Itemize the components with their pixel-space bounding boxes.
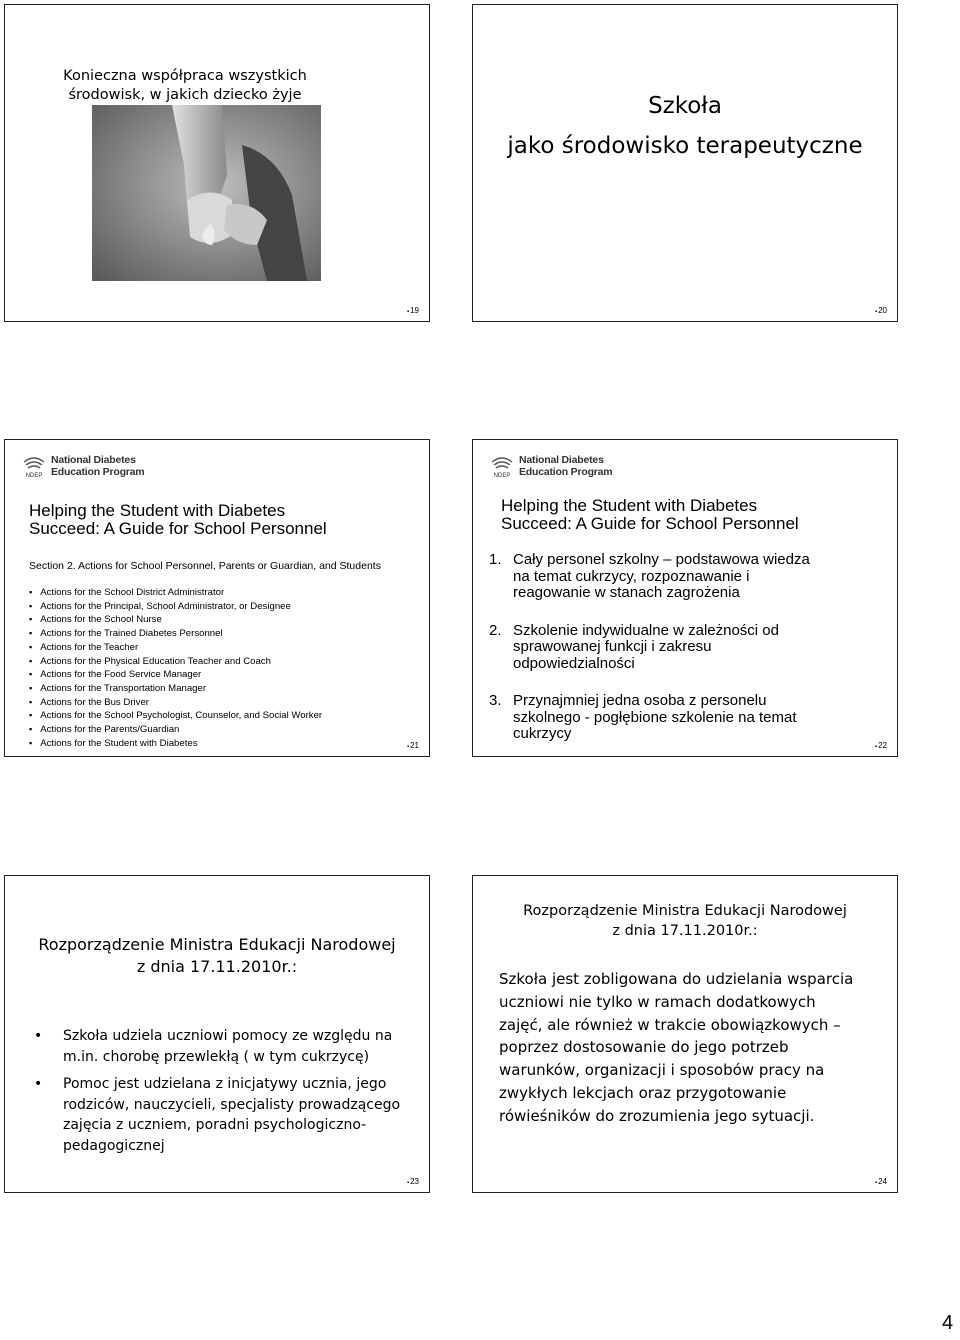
slide-title: Szkoła [648, 93, 722, 119]
list-item: ▪ Actions for the Physical Education Teacher and Coach [29, 655, 322, 669]
slide-body [499, 968, 879, 1128]
slide-number: ▪ 22 [875, 741, 887, 750]
slide-21 [4, 439, 430, 757]
body-line: Szkoła jest zobligowana do udzielania wsparcia [499, 970, 854, 988]
slide-subtitle: jako środowisko terapeutyczne [507, 133, 863, 159]
list-item: ▪ Actions for the Principal, School Administrator, or Designee [29, 600, 322, 614]
points-list [489, 552, 889, 757]
item-line: na temat cukrzycy, rozpoznawanie i [513, 567, 750, 585]
slide-23 [4, 875, 430, 1193]
logo-line: National Diabetes [519, 454, 604, 466]
logo-line: Education Program [51, 466, 145, 478]
item-line: • Pomoc jest udzielana z inicjatywy ucznia, jego [63, 1076, 387, 1092]
section-heading: Section 2. Actions for School Personnel, Parents or Guardian, and Students [29, 560, 381, 572]
ndep-logo-text [51, 454, 144, 478]
item-line: szkolnego - pogłębione szkolenie na temat [513, 708, 797, 726]
item-number: 2. [489, 621, 502, 639]
item-line: Cały personel szkolny – podstawowa wiedza [513, 551, 810, 568]
slide-number: ▪ 19 [407, 306, 419, 315]
list-item: ▪ Actions for the School Nurse [29, 613, 322, 627]
list-item: ▪ Actions for the Student with Diabetes [29, 737, 322, 751]
slide-20 [472, 4, 898, 322]
title-line: Helping the Student with Diabetes [29, 501, 286, 520]
item-line: cukrzycy [513, 725, 572, 742]
actions-list [29, 586, 322, 750]
list-item: ▪ Actions for the Food Service Manager [29, 668, 322, 682]
heading-line: z dnia 17.11.2010r.: [612, 923, 758, 939]
list-item: ▪ Actions for the Teacher [29, 641, 322, 655]
list-item: ▪ Actions for the Trained Diabetes Personnel [29, 627, 322, 641]
heading-line: Rozporządzenie Ministra Edukacji Narodowej [38, 935, 396, 954]
list-item: ▪ Actions for the Transportation Manager [29, 682, 322, 696]
body-line: poprzez dostosowanie do jego potrzeb [499, 1038, 789, 1057]
slide-24 [472, 875, 898, 1193]
list-item [489, 623, 889, 673]
body-line: zajęć, ale również w trakcie obowiązkowych – [499, 1015, 841, 1034]
item-line: sprawowanej funkcji i zakresu [513, 638, 712, 655]
list-item [489, 693, 889, 743]
ndep-logo-text [519, 454, 612, 478]
body-line: rówieśników do zrozumienia jego sytuacji. [499, 1106, 815, 1125]
heading-line: Rozporządzenie Ministra Edukacji Narodowej [523, 903, 847, 919]
item-line: m.in. chorobę przewlekłą ( w tym cukrzycę) [63, 1048, 370, 1065]
item-line: zajęcia z uczniem, poradni psychologiczno- [63, 1117, 367, 1133]
item-line: pedagogicznej [63, 1137, 165, 1154]
list-item: ▪ Actions for the Parents/Guardian [29, 723, 322, 737]
hands-photo [92, 105, 321, 281]
heading-line: z dnia 17.11.2010r.: [136, 957, 298, 976]
body-line: uczniowi nie tylko w ramach dodatkowych [499, 992, 816, 1011]
guide-title [501, 497, 799, 533]
ndep-mark-icon [21, 452, 47, 478]
title-line: Succeed: A Guide for School Personnel [29, 519, 327, 538]
logo-line: National Diabetes [51, 454, 136, 466]
item-line: Szkolenie indywidualne w zależności od [513, 621, 779, 639]
slide-title [35, 67, 335, 105]
slide-number: ▪ 23 [407, 1177, 419, 1186]
ndep-mark-text: NDEP [25, 473, 43, 478]
item-line: rodziców, nauczycieli, specjalisty prowadzącego [63, 1096, 401, 1113]
ndep-logo [489, 450, 619, 482]
page-number: 4 [942, 1312, 954, 1334]
body-line: warunków, organizacji i sposobów pracy na [499, 1061, 825, 1080]
slide-number: ▪ 20 [875, 306, 887, 315]
item-number: 3. [489, 692, 502, 709]
list-item: ▪ Actions for the School District Administrator [29, 586, 322, 600]
list-item [489, 552, 889, 602]
item-line: • Szkoła udziela uczniowi pomocy ze względu na [63, 1028, 393, 1044]
list-item: ▪ Actions for the Bus Driver [29, 696, 322, 710]
slide-22 [472, 439, 898, 757]
guide-title [29, 502, 327, 538]
ndep-mark-icon [489, 452, 515, 478]
title-line: Succeed: A Guide for School Personnel [501, 514, 799, 533]
list-item: ▪ Actions for the School Psychologist, Counselor, and Social Worker [29, 709, 322, 723]
slide-heading [473, 901, 897, 941]
item-line: odpowiedzialności [513, 654, 635, 672]
list-item [29, 1074, 409, 1156]
title-line: Helping the Student with Diabetes [501, 496, 758, 515]
ndep-logo [21, 450, 151, 482]
slide-19 [4, 4, 430, 322]
slide-heading [5, 934, 429, 978]
slide-number: ▪ 21 [407, 741, 419, 750]
item-line: reagowanie w stanach zagrożenia [513, 584, 740, 601]
item-line: Przynajmniej jedna osoba z personelu [513, 692, 767, 709]
list-item [29, 1026, 409, 1067]
body-line: zwykłych lekcjach oraz przygotowanie [499, 1083, 787, 1102]
bullet-list [29, 1026, 409, 1163]
logo-line: Education Program [519, 466, 613, 478]
title-line: środowisk, w jakich dziecko żyje [68, 87, 302, 103]
ndep-mark-text: NDEP [493, 473, 511, 478]
slide-number: ▪ 24 [875, 1177, 887, 1186]
item-number: 1. [489, 551, 502, 568]
title-line: Konieczna współpraca wszystkich [63, 68, 307, 84]
